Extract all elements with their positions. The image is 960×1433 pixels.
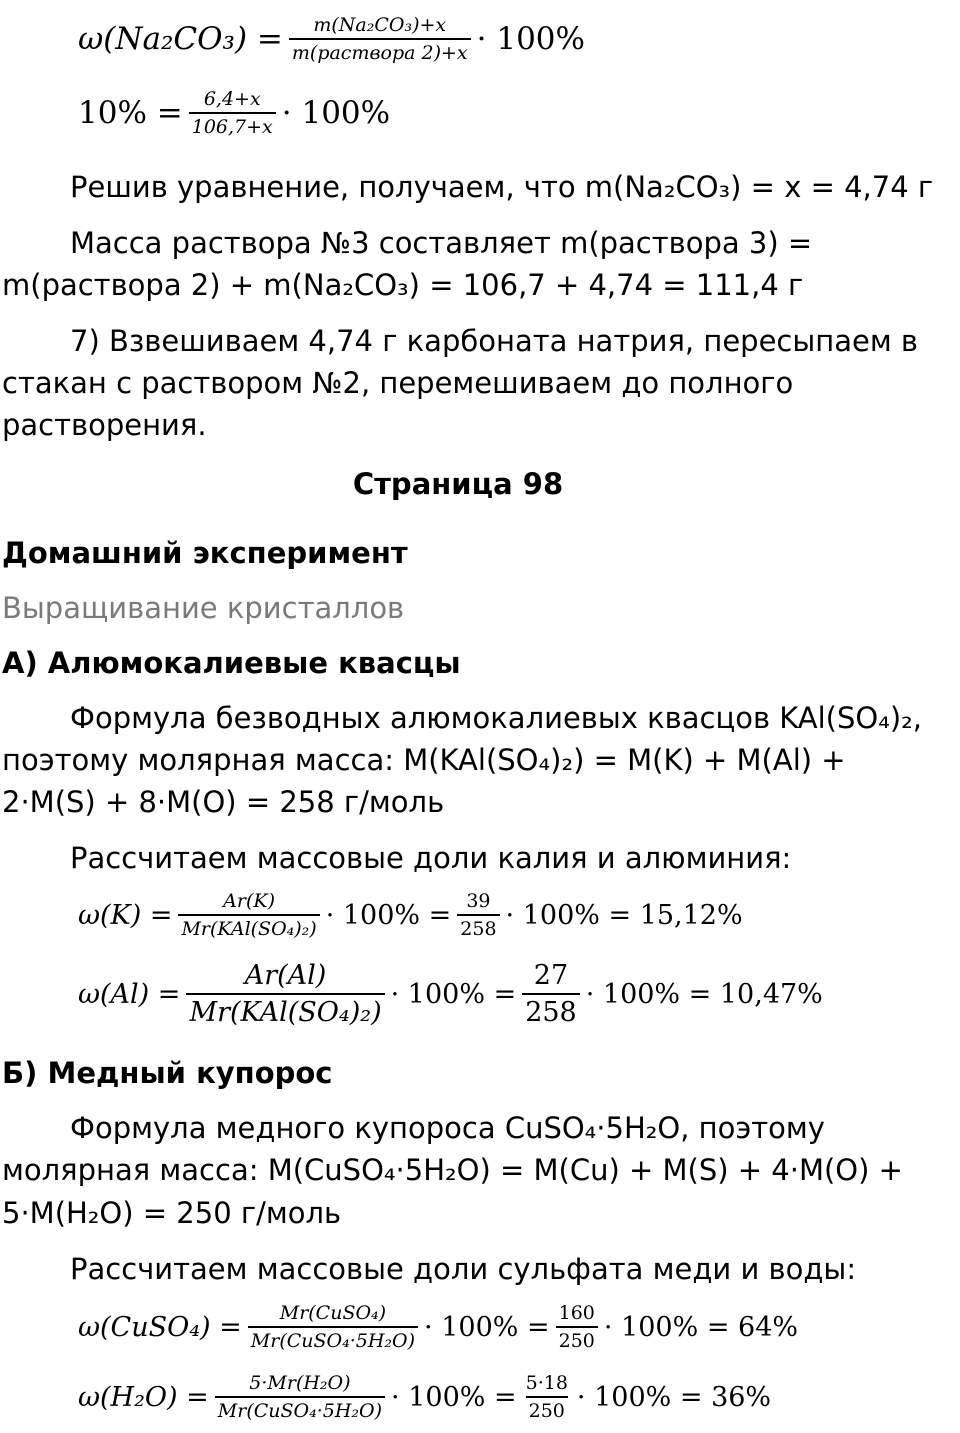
eqal-lhs: ω(Al) = <box>78 978 181 1010</box>
part-a-line4: Рассчитаем массовые доли калия и алюминия: <box>70 841 792 875</box>
part-b-line1: Формула медного купороса CuSO₄·5H₂O, поэтому <box>70 1111 825 1145</box>
eqcu-numerator: Mr(CuSO₄) <box>279 1302 387 1324</box>
equation-omega-k <box>78 890 743 940</box>
eqk-numerator: Ar(K) <box>223 890 275 912</box>
eqcu-tail: · 100% = 64% <box>603 1311 799 1343</box>
eq1-lhs: ω(Na₂CO₃) = <box>78 21 283 57</box>
eqal-denominator: Mr(KAl(SO₄)₂) <box>186 993 384 1028</box>
eqcu-lhs: ω(CuSO₄) = <box>78 1311 242 1343</box>
paragraph-step7-line1: 7) Взвешиваем 4,74 г карбоната натрия, пересыпаем в <box>70 324 919 358</box>
eqal-denominator2: 258 <box>522 993 580 1028</box>
section-heading: Домашний эксперимент <box>2 536 408 570</box>
paragraph-solution3-line2: m(раствора 2) + m(Na₂CO₃) = 106,7 + 4,74 = 111,4 г <box>2 268 804 302</box>
equation-omega-al <box>78 960 823 1028</box>
eqal-tail: · 100% = 10,47% <box>585 978 823 1010</box>
eq1-tail: · 100% <box>476 21 585 57</box>
part-a-heading: А) Алюмокалиевые квасцы <box>2 646 461 680</box>
paragraph-solution3-line1: Масса раствора №3 составляет m(раствора 3) = <box>70 226 813 260</box>
equation-ten-percent <box>78 88 390 138</box>
equation-omega-h2o <box>78 1372 771 1422</box>
eqal-mid: · 100% = <box>390 978 517 1010</box>
eqk-denominator: Mr(KAl(SO₄)₂) <box>178 914 319 940</box>
part-b-line3: 5·M(H₂O) = 250 г/моль <box>2 1196 342 1230</box>
part-a-line1: Формула безводных алюмокалиевых квасцов KAl(SO₄)₂, <box>70 701 923 735</box>
eqk-lhs: ω(K) = <box>78 899 173 931</box>
part-b-line4: Рассчитаем массовые доли сульфата меди и воды: <box>70 1252 857 1286</box>
paragraph-step7-line2: стакан с раствором №2, перемешиваем до полного <box>2 366 794 400</box>
paragraph-step7-line3: растворения. <box>2 408 207 442</box>
eq2-lhs: 10% = <box>78 95 183 131</box>
section-subtitle: Выращивание кристаллов <box>2 591 405 625</box>
eqh-numerator2: 5·18 <box>525 1372 568 1394</box>
eq1-numerator: m(Na₂CO₃)+x <box>313 14 447 36</box>
equation-mass-fraction-na2co3 <box>78 14 585 64</box>
eqcu-denominator: Mr(CuSO₄·5H₂O) <box>248 1326 418 1352</box>
eq2-numerator: 6,4+x <box>203 88 261 110</box>
eqk-denominator2: 258 <box>457 914 499 940</box>
equation-omega-cuso4 <box>78 1302 798 1352</box>
eqk-numerator2: 39 <box>466 890 491 912</box>
part-a-line3: 2·M(S) + 8·M(O) = 258 г/моль <box>2 785 445 819</box>
eq1-denominator: m(раствора 2)+x <box>289 38 471 64</box>
paragraph-solution: Решив уравнение, получаем, что m(Na₂CO₃) = x = 4,74 г <box>70 170 934 204</box>
page-heading: Страница 98 <box>352 467 564 501</box>
eqh-mid: · 100% = <box>391 1381 517 1413</box>
eq2-tail: · 100% <box>281 95 391 131</box>
eqcu-numerator2: 160 <box>558 1302 595 1324</box>
eq2-denominator: 106,7+x <box>189 112 276 138</box>
eqcu-denominator2: 250 <box>556 1326 598 1352</box>
eqk-tail: · 100% = 15,12% <box>505 899 743 931</box>
part-b-heading: Б) Медный купорос <box>2 1056 333 1090</box>
eqh-numerator: 5·Mr(H₂O) <box>249 1372 351 1394</box>
eqh-lhs: ω(H₂O) = <box>78 1381 209 1413</box>
eqh-tail: · 100% = 36% <box>576 1381 772 1413</box>
eqk-mid: · 100% = <box>325 899 452 931</box>
eqh-denominator2: 250 <box>526 1396 568 1422</box>
part-b-line2: молярная масса: M(CuSO₄·5H₂O) = M(Cu) + M(S) + 4·M(O) + <box>2 1153 903 1187</box>
eqal-numerator2: 27 <box>533 960 569 991</box>
eqh-denominator: Mr(CuSO₄·5H₂O) <box>215 1396 385 1422</box>
part-a-line2: поэтому молярная масса: M(KAl(SO₄)₂) = M(K) + M(Al) + <box>2 743 846 777</box>
eqal-numerator: Ar(Al) <box>244 960 327 991</box>
eqcu-mid: · 100% = <box>424 1311 550 1343</box>
